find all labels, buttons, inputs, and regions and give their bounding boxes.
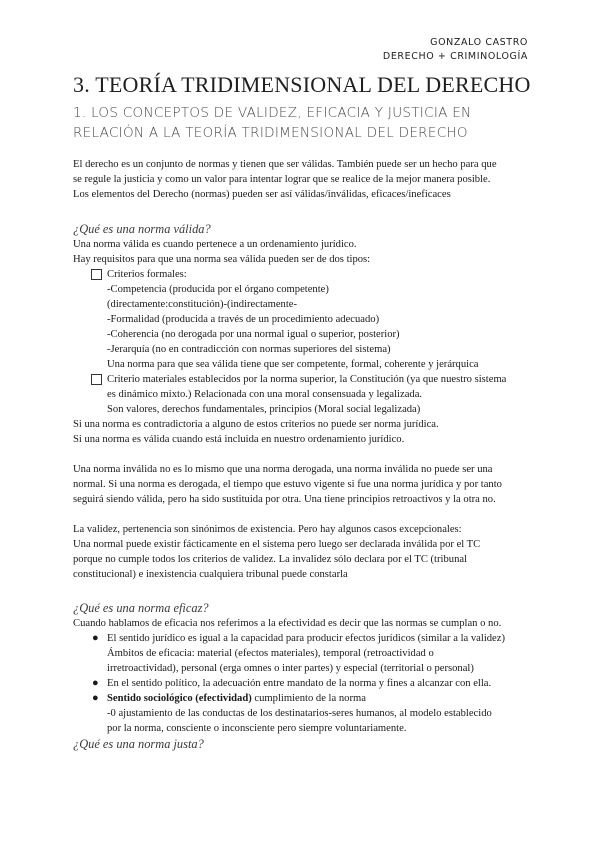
bullet-continuation: por la norma, consciente o inconsciente pero siempre voluntariamente. (107, 723, 407, 734)
checkbox-icon (91, 269, 102, 280)
intro-line: Los elementos del Derecho (normas) pueden ser así válidas/inválidas, eficaces/ineficaces (73, 189, 451, 200)
bullet-item: ● Sentido sociológico (efectividad) cumplimiento de la norma (92, 692, 366, 704)
paragraph-line: porque no cumple todos los criterios de validez. La invalidez sólo declara por el TC (tribunal (73, 554, 468, 565)
criteria-line: -Formalidad (producida a través de un procedimiento adecuado) (107, 314, 380, 325)
bullet-icon: ● (92, 677, 99, 689)
chapter-title: 3. TEORÍA TRIDIMENSIONAL DEL DERECHO (73, 72, 531, 97)
bullet-continuation: irretroactividad), personal (erga omnes o inter partes) y especial (territorial o personal) (107, 663, 474, 674)
question-heading-eficaz: ¿Qué es una norma eficaz? (73, 601, 209, 615)
criteria-line: -Coherencia (no derogada por una normal igual o superior, posterior) (107, 329, 400, 340)
criteria-line: -Jerarquía (no en contradicción con normas superiores del sistema) (107, 344, 391, 355)
bullet-icon: ● (92, 632, 99, 644)
intro-line: se regule la justicia y como un valor para intentar lograr que se realice de la mejor manera posible. (73, 174, 491, 185)
bullet-item: ● El sentido jurídico es igual a la capacidad para producir efectos jurídicos (similar a la validez) (92, 632, 505, 644)
checkbox-label: Criterio materiales establecidos por la norma superior, la Constitución (ya que nuestro sistema (107, 374, 507, 385)
subject-name: DERECHO + CRIMINOLOGÍA (382, 51, 528, 62)
question-heading-valida: ¿Qué es una norma válida? (73, 222, 211, 236)
criteria-line: -Competencia (producida por el órgano competente) (107, 284, 329, 295)
checkbox-label: Criterios formales: (107, 269, 187, 280)
bold-term: Sentido sociológico (efectividad) (107, 693, 252, 704)
section-title-line-1: 1. LOS CONCEPTOS DE VALIDEZ, EFICACIA Y JUSTICIA EN (73, 105, 472, 121)
bullet-continuation: Ámbitos de eficacia: material (efectos materiales), temporal (retroactividad o (107, 648, 434, 659)
checkbox-item-formales (73, 267, 533, 282)
criteria-line: Son valores, derechos fundamentales, principios (Moral social legalizada) (107, 404, 421, 415)
bullet-continuation: -0 ajustamiento de las conductas de los destinatarios-seres humanos, al modelo establecido (107, 708, 492, 719)
criteria-line: es dinámico mixto.) Relacionada con una moral consensuada y legalizada. (107, 389, 423, 400)
intro-line: El derecho es un conjunto de normas y tienen que ser válidas. También puede ser un hecho para que (73, 159, 497, 170)
paragraph-line: Cuando hablamos de eficacia nos referimos a la efectividad es decir que las normas se cumplan o no. (73, 618, 502, 629)
paragraph-line: Hay requisitos para que una norma sea válida pueden ser de dos tipos: (73, 254, 371, 265)
section-title-line-2: RELACIÓN A LA TEORÍA TRIDIMENSIONAL DEL DERECHO (73, 125, 468, 141)
bullet-icon: ● (92, 692, 99, 704)
section-title (73, 103, 543, 143)
paragraph-line: Una norma válida es cuando pertenece a un ordenamiento jurídico. (73, 239, 357, 250)
paragraph-line: Si una norma es contradictoria a alguno de estos criterios no puede ser norma jurídica. (73, 419, 439, 430)
bullet-item: ● En el sentido político, la adecuación entre mandato de la norma y fines a alcanzar con ella. (92, 677, 492, 689)
paragraph-line: Una norma inválida no es lo mismo que una norma derogada, una norma inválida no puede ser una (73, 464, 493, 475)
paragraph-line: constitucional) e inexistencia cualquiera tribunal puede constarla (73, 569, 348, 580)
criteria-line: (directamente:constitución)-(indirectamente- (107, 299, 298, 310)
author-name: GONZALO CASTRO (430, 37, 528, 48)
author-header (383, 36, 528, 64)
question-heading-justa: ¿Qué es una norma justa? (73, 737, 204, 751)
document-body (73, 157, 533, 752)
paragraph-line: La validez, pertenencia son sinónimos de existencia. Pero hay algunos casos excepcionales: (73, 524, 462, 535)
checkbox-item-materiales (73, 372, 533, 387)
paragraph-line: seguirá siendo válida, pero ha sido sustituida por otra. Una tiene principios retroactivos y la otra no. (73, 494, 496, 505)
criteria-line: Una norma para que sea válida tiene que ser competente, formal, coherente y jerárquica (107, 359, 479, 370)
paragraph-line: Una normal puede existir fácticamente en el sistema pero luego ser declarada inválida por el TC (73, 539, 481, 550)
paragraph-line: Si una norma es válida cuando está incluida en nuestro ordenamiento jurídico. (73, 434, 405, 445)
paragraph-line: normal. Si una norma es derogada, el tiempo que estuvo vigente si fue una norma jurídica y por tanto (73, 479, 502, 490)
checkbox-icon (91, 374, 102, 385)
